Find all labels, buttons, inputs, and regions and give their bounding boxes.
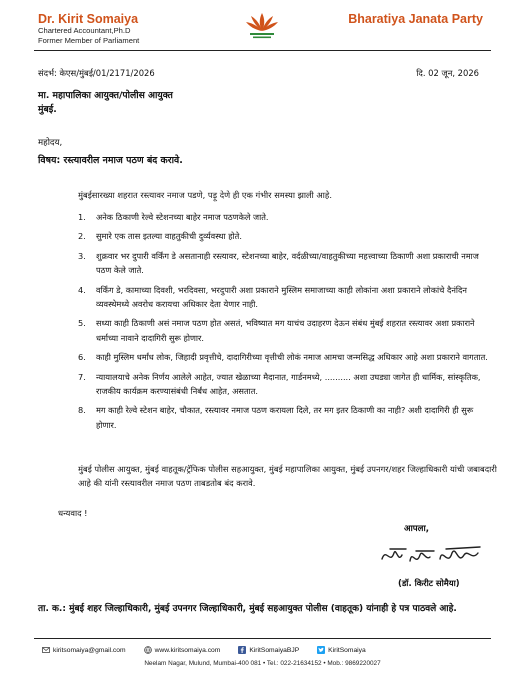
facebook-icon xyxy=(238,646,246,654)
twitter-icon xyxy=(317,646,325,654)
intro-paragraph: मुंबईसारख्या शहरात रस्त्यावर नमाज पडणे, पड़ू देणे ही एक गंभीर समस्या झाली आहे. xyxy=(78,190,332,200)
footer-contacts xyxy=(42,646,492,654)
cc-note: ता. क.: मुंबई शहर जिल्हाधिकारी, मुंबई उपनगर जिल्हाधिकारी, मुंबई सहआयुक्त पोलीस (वाहतूक) यांनाही हे पत्र पाठवले आहे. xyxy=(38,604,457,614)
list-number: 3. xyxy=(78,250,86,261)
list-text: वर्किंग डे, कामाच्या दिवशी, भरदिवसा, भरदुपारी अशा प्रकाराने मुस्लिम समाजाच्या काही लोकांना अशा प्रकाराने लोकांचे दैनंदिन व्यवस्थेमध्ये अवरोध करायचा अधिकार देता येणार नाही. xyxy=(96,284,467,310)
addressee-line-1: मा. महापालिका आयुक्त/पोलीस आयुक्त xyxy=(38,90,173,101)
header-divider xyxy=(34,50,491,51)
list-item xyxy=(78,403,493,432)
list-text: न्यायालयाचे अनेक निर्णय आलेले आहेत, ज्यात खेळाच्या मैदानात, गार्डनमध्ये, .......... अशा उघड्या जागेत ही धार्मिक, सांस्कृतिक, राजकीय कार्यक्रम करण्यासंबंधी निर्बंध आहेत, असतात. xyxy=(96,371,481,397)
footer-website[interactable] xyxy=(144,646,221,654)
list-item xyxy=(78,210,493,224)
email-icon xyxy=(42,646,50,654)
sender-designation: Former Member of Parliament xyxy=(38,36,140,45)
social2-text: KiritSomaiya xyxy=(328,646,366,654)
list-number: 2. xyxy=(78,231,86,242)
footer-divider xyxy=(34,638,491,639)
footer-address: Neelam Nagar, Mulund, Mumbai-400 081 • Tel.: 022-21634152 • Mob.: 9869220027 xyxy=(144,660,381,667)
list-item xyxy=(78,283,493,312)
addressee-line-2: मुंबई. xyxy=(38,104,57,115)
signature-icon xyxy=(376,537,486,573)
sender-name: Dr. Kirit Somaiya xyxy=(38,12,139,26)
yours-text: आपला, xyxy=(404,524,429,534)
lotus-logo-icon xyxy=(244,10,280,40)
list-item xyxy=(78,249,493,278)
thanks-text: धन्यवाद ! xyxy=(58,508,88,518)
list-text: मग काही रेल्वे स्टेशन बाहेर, चौकात, रस्त्यावर नमाज पठण करायला दिले, तर मग इतर ठिकाणी का नाही? अशी दादागिरी ही सुरू होणार. xyxy=(96,405,474,430)
list-number: 7. xyxy=(78,371,86,382)
salutation: महोदय, xyxy=(38,138,63,148)
letter-date: दि. 02 जून, 2026 xyxy=(416,68,479,78)
list-text: शुक्रवार भर दुपारी वर्किंग डे असतानाही रस्त्यावर, स्टेशनच्या बाहेर, वर्दळीच्या/वाहतुकीच्या महत्त्वाच्या ठिकाणी अशा प्रकाराची नमाज पठण केले जाते. xyxy=(96,250,479,276)
sender-qualification: Chartered Accountant,Ph.D xyxy=(38,26,131,35)
list-number: 8. xyxy=(78,405,86,416)
globe-icon xyxy=(144,646,152,654)
list-text: काही मुस्लिम धर्मांध लोक, जिहादी प्रवृत्तीचे, दादागिरीच्या वृत्तीची लोकं नमाज आमचा जन्मसिद्ध अधिकार आहे अशा प्रकाराने वागतात. xyxy=(96,352,488,363)
list-text: सध्या काही ठिकाणी असं नमाज पठण होत असतं, भविष्यात मग याचंच उदाहरण देऊन संबंध मुंबई शहरात रस्त्यावर अशा प्रकाराने धर्माच्या नावाने दादागिरी सुरू होणार. xyxy=(96,318,475,343)
subject-line: विषय: रस्त्यावरील नमाज पठण बंद करावे. xyxy=(38,155,183,166)
footer-social-2[interactable] xyxy=(317,646,366,654)
list-text: सुमारे एक तास इतल्या वाहतुकीची दुर्व्यवस्था होते. xyxy=(96,231,242,242)
list-text: अनेक ठिकाणी रेल्वे स्टेशनच्या बाहेर नमाज पठणकेले जाते. xyxy=(96,212,269,222)
list-number: 5. xyxy=(78,318,86,329)
points-list xyxy=(78,210,493,437)
footer-social-1[interactable] xyxy=(238,646,299,654)
email-text: kiritsomaiya@gmail.com xyxy=(53,646,126,654)
list-number: 6. xyxy=(78,352,86,363)
party-name: Bharatiya Janata Party xyxy=(348,12,483,26)
reference-number: संदर्भ: केएस/मुंबई/01/2171/2026 xyxy=(38,68,155,78)
social1-text: KiritSomaiyaBJP xyxy=(249,646,300,654)
list-number: 4. xyxy=(78,284,86,295)
signatory-name: (डॉ. किरीट सोमैया) xyxy=(398,578,460,588)
list-number: 1. xyxy=(78,212,86,222)
footer-email[interactable] xyxy=(42,646,126,654)
website-text: www.kiritsomaiya.com xyxy=(154,646,221,654)
letterhead-sender xyxy=(38,12,139,46)
closing-paragraph: मुंबई पोलीस आयुक्त, मुंबई वाहतूक/ट्रॅफिक पोलीस सहआयुक्त, मुंबई महापालिका आयुक्त, मुंबई उपनगर/शहर जिल्हाधिकारी यांची जबाबदारी आहे की यांनी रस्त्यावरील नमाज पठण ताबडतोब बंद करावे. xyxy=(78,464,497,489)
list-item xyxy=(78,229,493,243)
list-item xyxy=(78,316,493,345)
list-item xyxy=(78,350,493,364)
list-item xyxy=(78,370,493,399)
